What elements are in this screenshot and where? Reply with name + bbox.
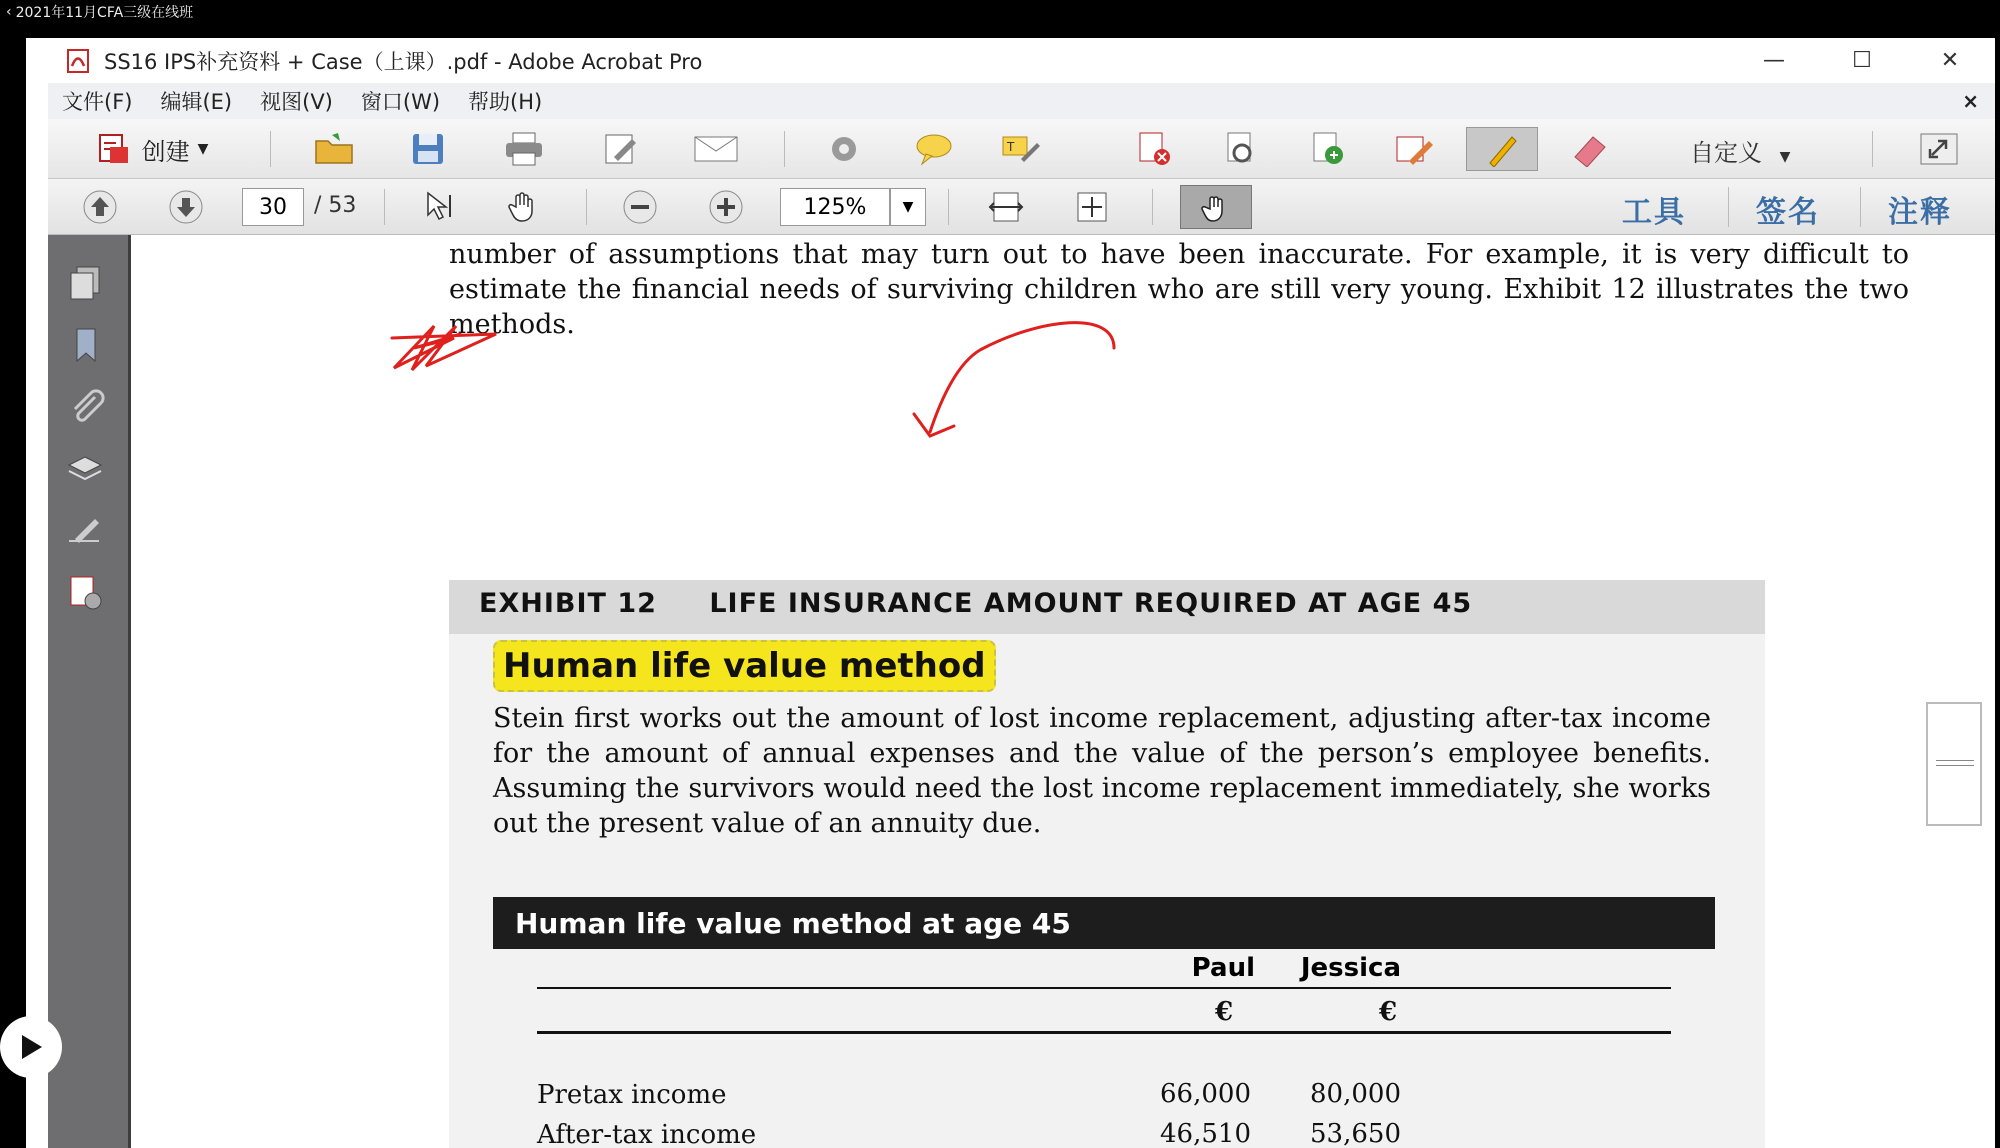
close-document-button[interactable]: ×	[1962, 89, 1979, 113]
sign-edit-icon[interactable]	[1388, 127, 1440, 171]
signatures-icon[interactable]	[62, 511, 108, 551]
table-title: Human life value method at age 45	[493, 897, 1715, 949]
column-header-paul: Paul	[1191, 953, 1255, 983]
course-title: 2021年11月CFA三级在线班	[15, 5, 194, 21]
stamp-icon[interactable]	[994, 127, 1046, 171]
customize-button[interactable]	[1690, 133, 1790, 168]
value-jessica: 53,650	[1310, 1119, 1401, 1148]
value-paul: 46,510	[1160, 1119, 1251, 1148]
settings-icon[interactable]	[818, 127, 870, 171]
tab-tools[interactable]: 工具	[1622, 195, 1686, 230]
customize-label: 自定义	[1690, 139, 1762, 167]
currency-jessica: €	[1379, 997, 1398, 1027]
row-label: Pretax income	[537, 1080, 727, 1110]
main-toolbar	[48, 119, 1995, 179]
pdf-remove-icon[interactable]	[1128, 127, 1180, 171]
tab-comment[interactable]: 注释	[1888, 195, 1952, 230]
acrobat-window	[48, 38, 1995, 1148]
title-bar	[48, 38, 1995, 83]
page-number-input[interactable]: 30	[242, 188, 304, 226]
table-rule	[537, 987, 1671, 989]
save-icon[interactable]	[400, 127, 456, 171]
currency-paul: €	[1215, 997, 1234, 1027]
exhibit-heading: LIFE INSURANCE AMOUNT REQUIRED AT AGE 45	[709, 588, 1473, 619]
video-top-bar	[0, 0, 2000, 38]
menu-file[interactable]: 文件(F)	[62, 90, 133, 114]
close-button[interactable]: ✕	[1940, 48, 1960, 73]
column-header-jessica: Jessica	[1300, 953, 1401, 983]
exhibit-number: EXHIBIT 12	[479, 588, 657, 619]
page-thumbnails-icon[interactable]	[62, 263, 108, 303]
combine-icon[interactable]	[1214, 127, 1266, 171]
select-tool-icon[interactable]	[418, 187, 462, 227]
play-icon	[18, 1033, 44, 1061]
exhibit-title	[479, 588, 1472, 619]
left-frame-strip	[0, 38, 28, 1148]
previous-page-icon[interactable]	[78, 187, 122, 227]
create-button[interactable]	[66, 127, 236, 171]
maximize-button[interactable]: ☐	[1852, 48, 1872, 73]
zoom-out-icon[interactable]	[618, 187, 662, 227]
fit-width-icon[interactable]	[984, 187, 1028, 227]
value-jessica: 80,000	[1310, 1079, 1401, 1109]
value-paul: 66,000	[1160, 1079, 1251, 1109]
method-paragraph: Stein first works out the amount of lost income replacement, adjusting after-tax income for the amount of annual expenses and the value of the person’s employee benefits. Assuming the survivors would need the lost income replacement immediately, she works out the present value of an annuity due.	[493, 703, 1711, 839]
minimize-button[interactable]: —	[1763, 48, 1785, 73]
open-icon[interactable]	[306, 127, 362, 171]
print-icon[interactable]	[496, 127, 552, 171]
play-button[interactable]	[0, 1016, 62, 1078]
menu-bar	[48, 83, 1995, 119]
chevron-down-icon: ▼	[1779, 149, 1791, 165]
zoom-in-icon[interactable]	[704, 187, 748, 227]
menu-view[interactable]: 视图(V)	[260, 90, 333, 114]
layers-icon[interactable]	[62, 449, 108, 489]
comment-icon[interactable]	[908, 127, 960, 171]
edit-icon[interactable]	[594, 127, 650, 171]
menu-help[interactable]: 帮助(H)	[468, 90, 543, 114]
attachments-icon[interactable]	[62, 387, 108, 427]
highlighter-icon[interactable]	[1466, 127, 1538, 171]
menu-window[interactable]: 窗口(W)	[360, 90, 441, 114]
navigation-pane	[48, 235, 128, 1148]
menu-edit[interactable]: 编辑(E)	[160, 90, 233, 114]
chevron-down-icon: ▼	[197, 141, 209, 157]
email-icon[interactable]	[688, 127, 744, 171]
acrobat-app-icon	[66, 48, 94, 74]
row-label: After-tax income	[537, 1120, 757, 1148]
window-title: SS16 IPS补充资料 + Case（上课）.pdf - Adobe Acrobat Pro	[104, 49, 703, 74]
tab-sign[interactable]: 签名	[1756, 195, 1820, 230]
method-heading: Human life value method	[493, 640, 996, 692]
hand-tool-icon[interactable]	[502, 187, 546, 227]
document-view[interactable]	[131, 235, 1995, 1148]
table-rule	[537, 1031, 1671, 1034]
zoom-level-input[interactable]: 125%	[780, 188, 890, 226]
back-icon[interactable]: ‹	[6, 4, 12, 20]
bookmarks-icon[interactable]	[62, 325, 108, 365]
navigation-toolbar	[48, 179, 1995, 235]
eraser-icon[interactable]	[1564, 127, 1616, 171]
zoom-dropdown-icon[interactable]: ▼	[890, 188, 926, 226]
scrollbar-thumb[interactable]	[1926, 702, 1982, 826]
next-page-icon[interactable]	[164, 187, 208, 227]
security-icon[interactable]	[62, 573, 108, 613]
course-breadcrumb[interactable]	[6, 2, 193, 22]
touch-mode-icon[interactable]	[1180, 185, 1252, 229]
page-total: / 53	[314, 193, 357, 218]
intro-paragraph: number of assumptions that may turn out to have been inaccurate. For example, it is very difficult to estimate the financial needs of surviving children who are still very young. Exhibit 12 illustrates the two methods.	[449, 239, 1909, 340]
create-label: 创建	[141, 137, 190, 166]
fit-page-icon[interactable]	[1070, 187, 1114, 227]
export-icon[interactable]	[1302, 127, 1354, 171]
create-pdf-icon	[94, 131, 134, 167]
expand-icon[interactable]	[1912, 127, 1966, 171]
svg-text:T: T	[1007, 140, 1015, 154]
